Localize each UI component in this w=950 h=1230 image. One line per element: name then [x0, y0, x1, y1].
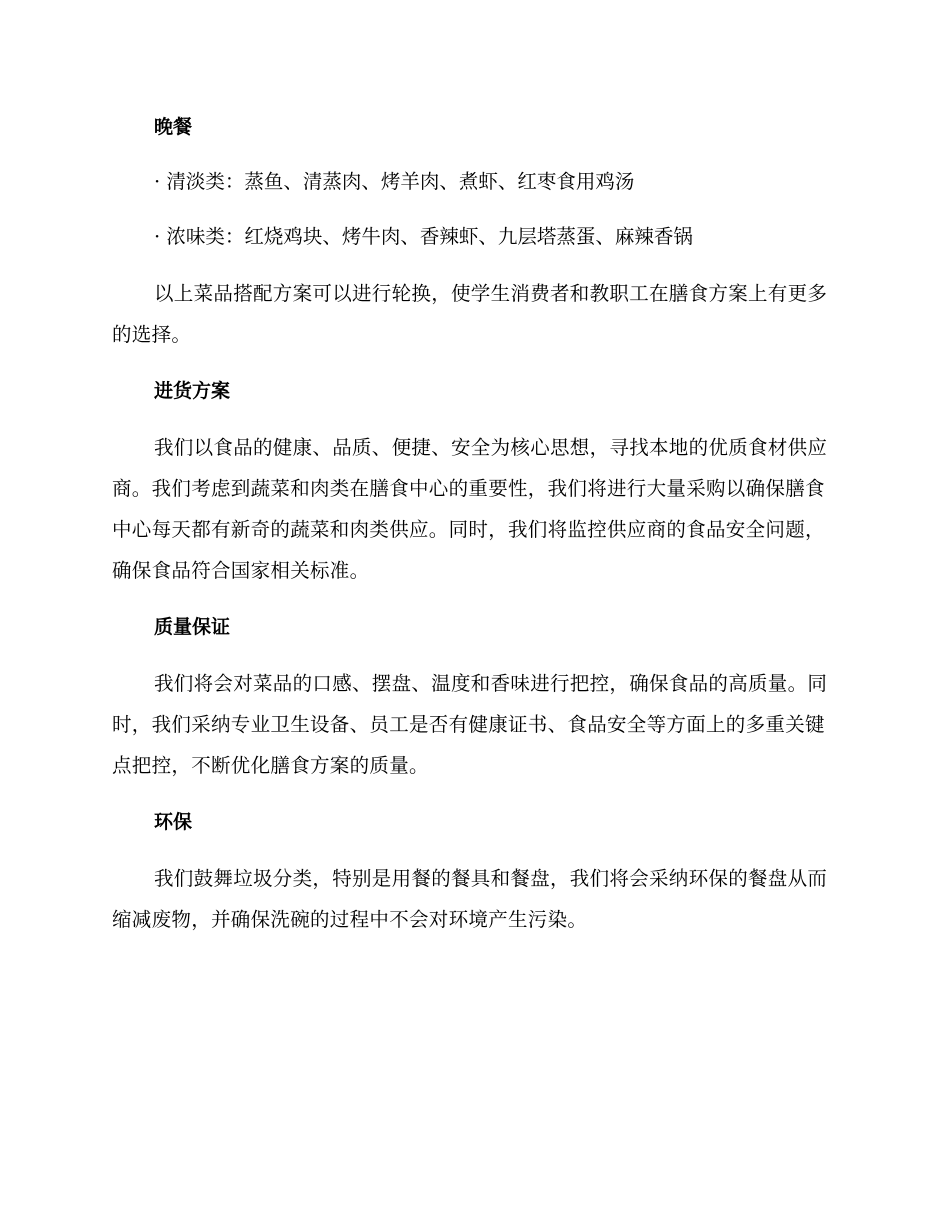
- purchasing-heading: 进货方案: [154, 380, 231, 402]
- environment-paragraph: 我们鼓舞垃圾分类，特别是用餐的餐具和餐盘，我们将会采纳环保的餐盘从而缩减废物，并确保洗碗的过程中不会对环境产生污染。: [112, 867, 828, 931]
- quality-heading: 质量保证: [154, 616, 231, 638]
- dinner-note: 以上菜品搭配方案可以进行轮换，使学生消费者和教职工在膳食方案上有更多的选择。: [112, 282, 828, 346]
- document-content: [112, 108, 832, 957]
- environment-heading: 环保: [154, 811, 193, 833]
- purchasing-paragraph: 我们以食品的健康、品质、便捷、安全为核心思想，寻找本地的优质食材供应商。我们考虑到蔬菜和肉类在膳食中心的重要性，我们将进行大量采购以确保膳食中心每天都有新奇的蔬菜和肉类供应。同时，我们将监控供应商的食品安全问题，确保食品符合国家相关标准。: [112, 436, 828, 582]
- quality-paragraph: 我们将会对菜品的口感、摆盘、温度和香味进行把控，确保食品的高质量。同时，我们采纳专业卫生设备、员工是否有健康证书、食品安全等方面上的多重关键点把控，不断优化膳食方案的质量。: [112, 672, 828, 777]
- dinner-light-item: · 清淡类：蒸鱼、清蒸肉、烤羊肉、煮虾、红枣食用鸡汤: [154, 170, 635, 193]
- dinner-rich-item: · 浓味类：红烧鸡块、烤牛肉、香辣虾、九层塔蒸蛋、麻辣香锅: [154, 225, 693, 248]
- dinner-heading: 晚餐: [154, 116, 193, 138]
